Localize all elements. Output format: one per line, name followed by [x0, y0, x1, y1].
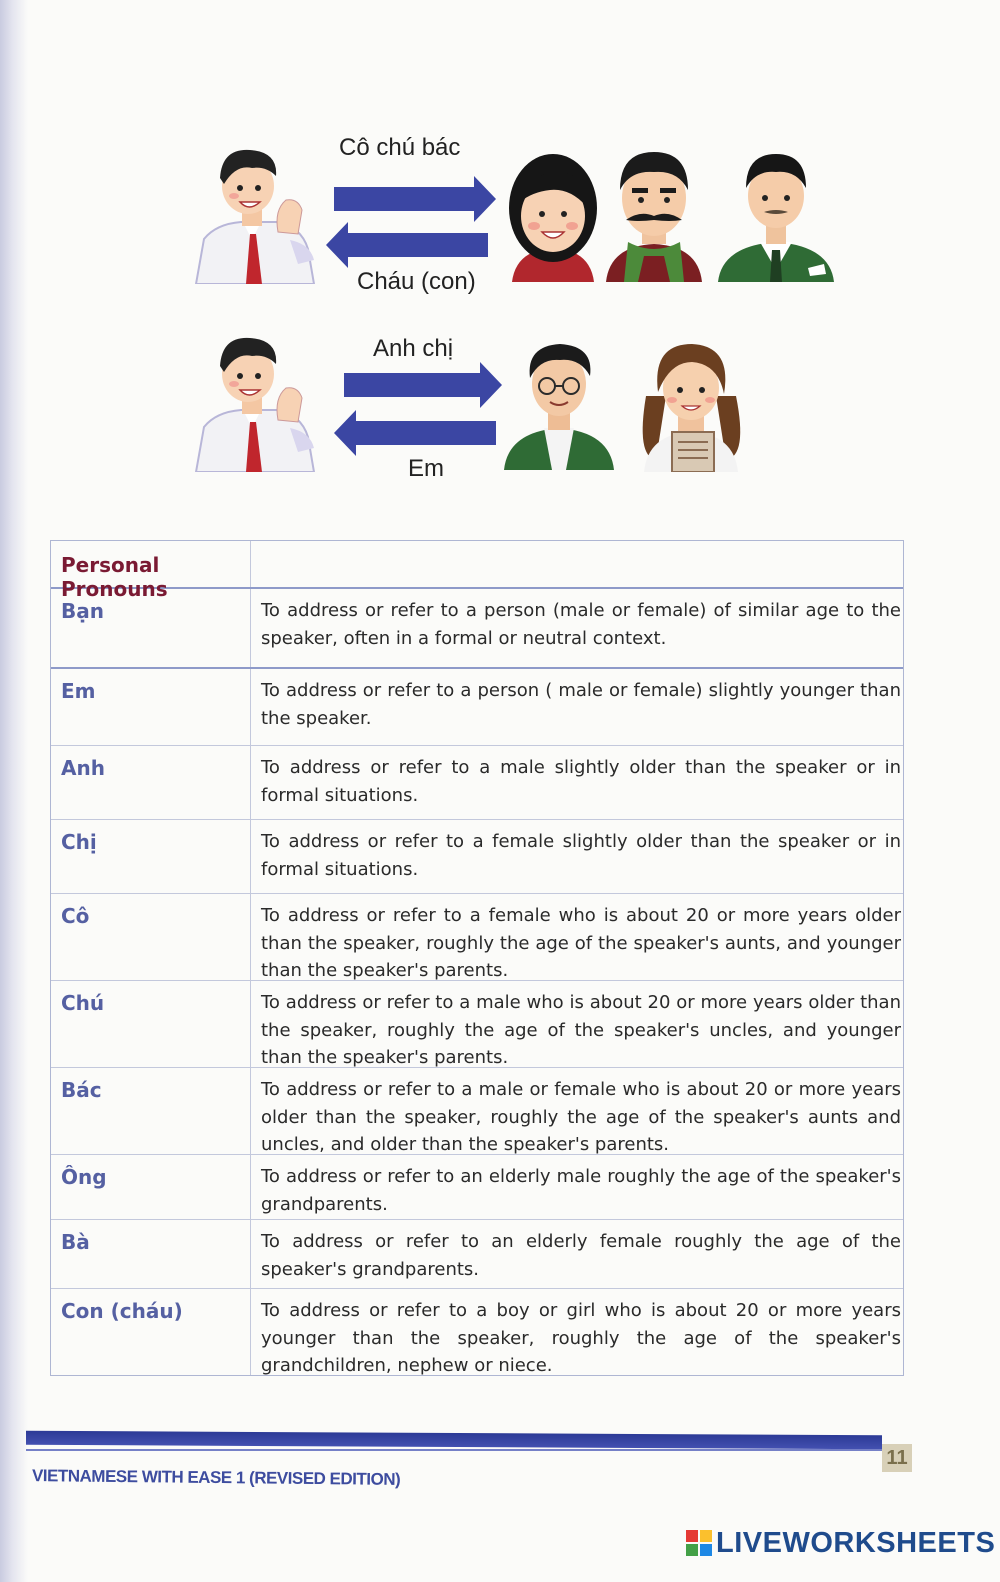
liveworksheets-logo-icon — [686, 1530, 712, 1556]
pronoun-definition: To address or refer to an elderly male roughly the age of the speaker's grandparents. — [261, 1166, 901, 1215]
pronoun-definition: To address or refer to a person ( male or female) slightly younger than the speaker. — [261, 680, 901, 729]
arrow-right-bottom — [344, 362, 504, 408]
pronoun-definition: To address or refer to a boy or girl who is about 20 or more years younger than the speaker, roughly the age of the speaker's grandchildren, nephew or niece. — [261, 1300, 901, 1376]
pronoun-definition: To address or refer to an elderly female roughly the age of the speaker's grandparents. — [261, 1231, 901, 1280]
man-mustache-illustration — [604, 146, 704, 282]
page-number: 11 — [882, 1444, 912, 1472]
pronoun-definition: To address or refer to a male slightly older than the speaker or in formal situations. — [261, 757, 901, 806]
speaker-boy-illustration-top — [186, 144, 326, 284]
table-row — [51, 1219, 903, 1288]
top-back-label: Cháu (con) — [357, 268, 476, 295]
arrow-right-top — [334, 176, 498, 222]
pronoun-term: Con (cháu) — [51, 1289, 251, 1375]
pronoun-term: Chú — [51, 981, 251, 1067]
table-header-empty-cell — [251, 541, 903, 587]
pronoun-definition: To address or refer to a person (male or female) of similar age to the speaker, often in a formal or neutral context. — [261, 600, 901, 649]
top-forward-label: Cô chú bác — [339, 134, 461, 161]
pronoun-term: Cô — [51, 894, 251, 980]
table-header-title: Personal Pronouns — [51, 541, 251, 587]
pronoun-term: Em — [51, 669, 251, 745]
table-row — [51, 1154, 903, 1219]
table-row — [51, 893, 903, 980]
pronoun-definition: To address or refer to a female slightly older than the speaker or in formal situations. — [261, 831, 901, 880]
pronoun-definition: To address or refer to a male or female who is about 20 or more years older than the speaker, roughly the age of the speaker's aunts and uncles, and older than the speaker's parents. — [261, 1079, 901, 1155]
table-row — [51, 587, 903, 667]
pronoun-term: Bà — [51, 1220, 251, 1288]
table-row — [51, 819, 903, 893]
pronoun-term: Bác — [51, 1068, 251, 1154]
bottom-back-label: Em — [408, 455, 444, 482]
table-header-row — [51, 541, 903, 601]
bottom-forward-label: Anh chị — [373, 335, 454, 362]
table-row — [51, 1288, 903, 1375]
arrow-left-bottom — [334, 410, 496, 456]
pronoun-term: Anh — [51, 746, 251, 819]
pronoun-term: Ông — [51, 1155, 251, 1219]
table-row — [51, 667, 903, 745]
footer-rule-thin — [26, 1449, 882, 1451]
footer-rule — [26, 1431, 882, 1449]
young-man-glasses-illustration — [502, 340, 616, 470]
speaker-boy-illustration-bottom — [186, 332, 326, 472]
personal-pronouns-table — [50, 540, 904, 1376]
pronoun-definition: To address or refer to a male who is about 20 or more years older than the speaker, roughly the age of the speaker's uncles, and younger than the speaker's parents. — [261, 992, 901, 1068]
woman-aunt-illustration — [506, 150, 600, 282]
table-row — [51, 1067, 903, 1154]
table-row — [51, 980, 903, 1067]
table-row — [51, 745, 903, 819]
pronoun-term: Bạn — [51, 589, 251, 667]
book-title: VIETNAMESE WITH EASE 1 (REVISED EDITION) — [31, 1466, 401, 1489]
watermark-text: LIVEWORKSHEETS — [716, 1527, 996, 1559]
arrow-left-top — [326, 222, 488, 268]
page-binding-edge — [0, 0, 28, 1582]
old-man-suit-illustration — [716, 150, 836, 282]
pronoun-term: Chị — [51, 820, 251, 893]
young-woman-clipboard-illustration — [626, 336, 756, 472]
pronoun-definition: To address or refer to a female who is about 20 or more years older than the speaker, roughly the age of the speaker's aunts, and younger than the speaker's parents. — [261, 905, 901, 981]
